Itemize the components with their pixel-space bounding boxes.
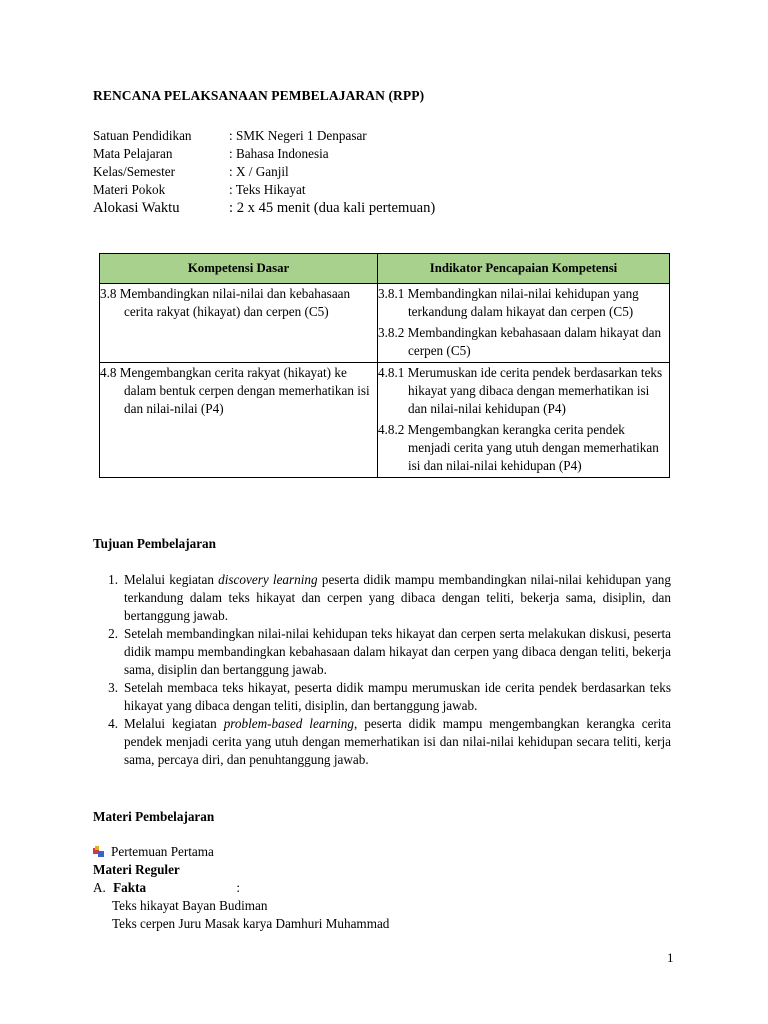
colored-bullet-icon: [93, 846, 105, 858]
meta-label: Satuan Pendidikan: [93, 128, 192, 143]
indikator-cell: [378, 284, 670, 363]
list-number: 4.: [108, 716, 118, 731]
list-item: [93, 571, 671, 625]
text-segment: , peserta didik mampu mengembangkan kerangka cerita pendek menjadi cerita yang utuh dengan memerhatikan isi dan nilai-nilai kehidupan secara teliti, kerja sama, percaya diri, dan penuhtanggung jawab.: [124, 716, 671, 767]
tujuan-list: [93, 571, 671, 769]
materi-heading: Materi Pembelajaran: [93, 809, 215, 824]
table-header-row: [100, 254, 670, 284]
text-segment: Melalui kegiatan: [124, 572, 219, 587]
kd-text: 3.8 Membandingkan nilai-nilai dan kebahasaan cerita rakyat (hikayat) dan cerpen (C5): [100, 286, 351, 319]
text-segment: Setelah membandingkan nilai-nilai kehidupan teks hikayat dan cerpen serta melakukan diskusi, peserta didik mampu membandingkan kebahasaan dalam hikayat dan cerpen yang dibaca dengan teliti, bekerja sama, disiplin dan bertanggung jawab.: [124, 626, 671, 677]
list-item: [93, 679, 671, 715]
fakta-row: [93, 879, 389, 897]
competency-table: [99, 253, 670, 478]
list-number: 2.: [108, 626, 118, 641]
meta-value: : SMK Negeri 1 Denpasar: [229, 128, 367, 143]
indikator-text: 4.8.2 Mengembangkan kerangka cerita pendek menjadi cerita yang utuh dengan memerhatikan isi dan nilai-nilai kehidupan (P4): [378, 422, 659, 473]
list-text: [124, 625, 671, 679]
materi-block: [93, 843, 389, 933]
bullet-text: Pertemuan Pertama: [111, 844, 214, 859]
meta-row-materi: [93, 181, 435, 199]
fakta-label: Fakta: [113, 880, 147, 895]
materi-subheading: Materi Reguler: [93, 862, 180, 877]
meta-value: : X / Ganjil: [229, 164, 289, 179]
meta-row-mapel: [93, 145, 435, 163]
list-text: [124, 571, 671, 625]
indikator-cell: [378, 363, 670, 478]
page-number: 1: [667, 950, 674, 965]
list-number: 1.: [108, 572, 118, 587]
text-segment: Melalui kegiatan: [124, 716, 224, 731]
meta-row-satuan: [93, 127, 435, 145]
list-number: 3.: [108, 680, 118, 695]
fakta-colon: :: [236, 880, 241, 895]
meta-label: Mata Pelajaran: [93, 146, 173, 161]
kd-cell: [100, 284, 378, 363]
fakta-item: Teks cerpen Juru Masak karya Damhuri Muhammad: [112, 916, 390, 931]
indikator-text: 4.8.1 Merumuskan ide cerita pendek berdasarkan teks hikayat yang dibaca dengan memerhatikan isi dan nilai-nilai kehidupan (P4): [378, 365, 663, 416]
table-row: [100, 363, 670, 478]
meta-row-kelas: [93, 163, 435, 181]
document-title: RENCANA PELAKSANAAN PEMBELAJARAN (RPP): [93, 88, 425, 103]
table-row: [100, 284, 670, 363]
table-header-indikator: Indikator Pencapaian Kompetensi: [378, 254, 670, 284]
fakta-item: Teks hikayat Bayan Budiman: [112, 898, 268, 913]
meta-value: : 2 x 45 menit (dua kali pertemuan): [229, 200, 436, 216]
meta-label: Kelas/Semester: [93, 164, 176, 179]
indikator-text: 3.8.2 Membandingkan kebahasaan dalam hikayat dan cerpen (C5): [378, 325, 662, 358]
meta-row-alokasi: [93, 199, 435, 217]
text-segment: Setelah membaca teks hikayat, peserta didik mampu merumuskan ide cerita pendek berdasarkan teks hikayat yang dibaca dengan teliti, disiplin, dan bertanggung jawab.: [124, 680, 671, 713]
kd-text: 4.8 Mengembangkan cerita rakyat (hikayat) ke dalam bentuk cerpen dengan memerhatikan isi dan nilai-nilai (P4): [100, 365, 370, 416]
emphasis-text: problem-based learning: [223, 716, 354, 731]
list-item: [93, 715, 671, 769]
bullet-item: [93, 843, 389, 861]
meta-label: Materi Pokok: [93, 182, 166, 197]
emphasis-text: discovery learning: [218, 572, 318, 587]
tujuan-heading: Tujuan Pembelajaran: [93, 536, 216, 551]
text-segment: peserta didik mampu membandingkan nilai-nilai kehidupan yang terkandung dalam teks hikayat dan cerpen yang dibaca dengan teliti, bekerja sama, disiplin, dan bertanggung jawab.: [124, 572, 671, 623]
kd-cell: [100, 363, 378, 478]
table-header-kd: Kompetensi Dasar: [100, 254, 378, 284]
fakta-prefix: A.: [93, 880, 106, 895]
identity-block: [93, 127, 435, 217]
meta-value: : Teks Hikayat: [229, 182, 306, 197]
list-item: [93, 625, 671, 679]
meta-label: Alokasi Waktu: [93, 200, 180, 216]
meta-value: : Bahasa Indonesia: [229, 146, 329, 161]
list-text: [124, 715, 671, 769]
indikator-text: 3.8.1 Membandingkan nilai-nilai kehidupan yang terkandung dalam hikayat dan cerpen (C5): [378, 286, 639, 319]
list-text: [124, 679, 671, 715]
